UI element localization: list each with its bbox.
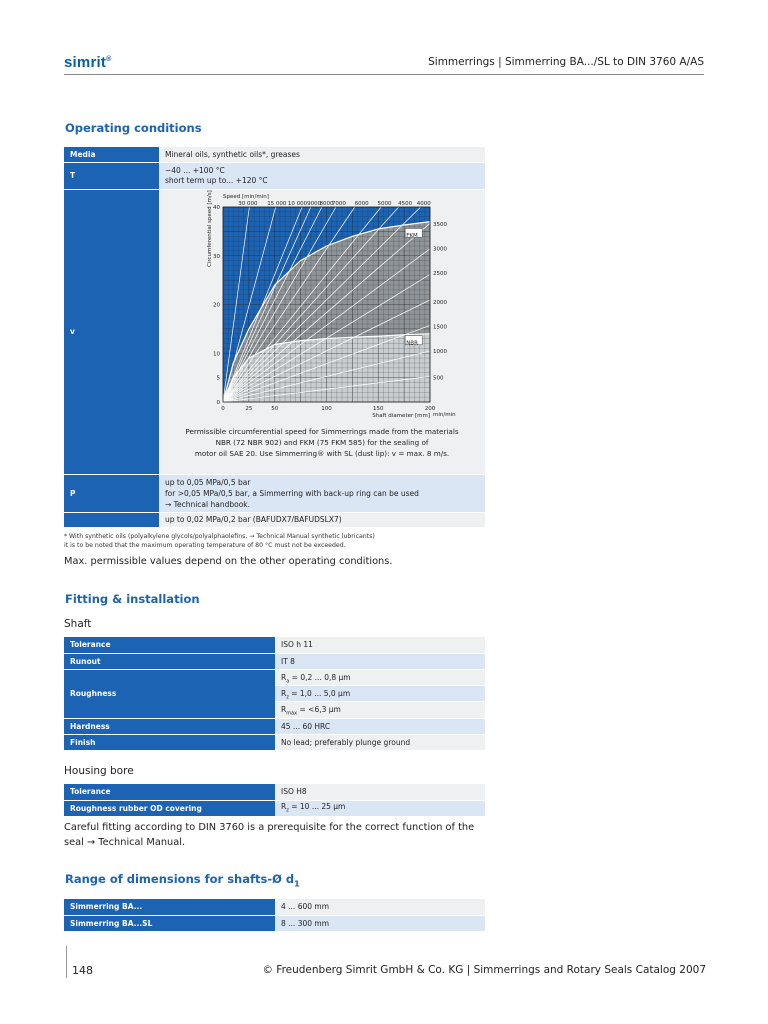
right-tick-label: 2000 [433, 299, 447, 306]
right-tick-label: 1500 [433, 323, 447, 330]
x-tick-label: 0 [221, 405, 225, 412]
row-key: P [64, 474, 159, 512]
value-line: for >0,05 MPa/0,5 bar, a Simmerring with back-up ring can be used [165, 488, 419, 498]
x-tick-label: 150 [373, 405, 384, 412]
range-table [64, 899, 485, 932]
row-key: Media [64, 147, 159, 162]
y-tick-label: 20 [213, 302, 220, 308]
right-tick-label: 1000 [433, 348, 447, 355]
row-value: 8 ... 300 mm [275, 915, 485, 931]
table-row [64, 718, 485, 734]
page-number: 148 [72, 964, 93, 977]
page-header-title: Simmerrings | Simmerring BA.../SL to DIN 3760 A/AS [428, 56, 704, 68]
nbr-label: NBR [406, 339, 418, 346]
table-row [64, 800, 485, 816]
table-row [64, 147, 485, 162]
top-tick-label: 4500 [398, 200, 413, 207]
roughness-line: $R_{max} = <6,3$ μm [275, 702, 485, 718]
top-axis-label: Speed [min/min] [223, 193, 269, 200]
y-tick-label: 0 [216, 399, 220, 406]
top-tick-label: 7000 [331, 200, 346, 207]
row-value: ISO H8 [275, 784, 485, 800]
fitting-heading: Fitting & installation [65, 592, 200, 606]
row-key: Hardness [64, 718, 275, 734]
row-value: up to 0,02 MPa/0,2 bar (BAFUDX7/BAFUDSLX7) [159, 512, 485, 527]
row-key: T [64, 162, 159, 189]
brand-logo: simrit® [64, 54, 112, 71]
top-tick-label: 30 000 [238, 200, 258, 207]
top-tick-label: 4000 [416, 200, 431, 207]
table-row [64, 915, 485, 931]
x-axis-label: Shaft diameter [mm] [372, 412, 430, 419]
table-row [64, 637, 485, 653]
note-line: seal → Technical Manual. [64, 837, 186, 848]
row-value: 4 ... 600 mm [275, 899, 485, 915]
row-key: Tolerance [64, 637, 275, 653]
table-row [64, 669, 485, 718]
y-tick-label: 30 [213, 253, 220, 260]
table-row [64, 189, 485, 474]
table-row [64, 653, 485, 669]
row-value [159, 162, 485, 189]
top-tick-label: 15 000 [267, 200, 287, 207]
table-row [64, 784, 485, 800]
table-row [64, 512, 485, 527]
right-tick-label: 3000 [433, 245, 447, 252]
fkm-label: FKM [406, 232, 418, 239]
shaft-table [64, 637, 485, 751]
roughness-line: $R_z = 1,0$ ... 5,0 μm [275, 686, 485, 702]
right-tick-label: 2500 [433, 270, 447, 277]
row-value: 45 ... 60 HRC [275, 718, 485, 734]
row-value [159, 474, 485, 512]
row-key: Tolerance [64, 784, 275, 800]
note-line: Careful fitting according to DIN 3760 is a prerequisite for the correct function of the [64, 822, 475, 833]
row-value: IT 8 [275, 653, 485, 669]
footnote [64, 532, 375, 550]
footer-copyright: © Freudenberg Simrit GmbH & Co. KG | Simmerrings and Rotary Seals Catalog 2007 [262, 964, 706, 976]
x-tick-label: 100 [321, 405, 332, 412]
header-divider [64, 74, 704, 75]
roughness-line: $R_a = 0,2$ ... 0,8 μm [275, 670, 485, 686]
right-axis-unit: min/min [433, 411, 456, 418]
top-tick-label: 6000 [354, 200, 369, 207]
y-tick-label: 10 [213, 350, 220, 357]
row-value: Mineral oils, synthetic oils*, greases [159, 147, 485, 162]
x-tick-label: 50 [271, 405, 279, 412]
footnote-line: * With synthetic oils (polyalkylene glycols/polyalphaolefins, → Technical Manual synthetic lubricants) [64, 533, 375, 540]
operating-note: Max. permissible values depend on the other operating conditions. [64, 556, 393, 567]
housing-bore-label: Housing bore [64, 765, 134, 777]
row-key: v [64, 189, 159, 474]
row-value: $R_z = 10$ ... 25 μm [275, 800, 485, 816]
table-row [64, 162, 485, 189]
y-tick-label: 5 [216, 375, 220, 382]
top-tick-label: 10 000 [287, 200, 308, 207]
range-heading: Range of dimensions for shafts-Ø $d_1$ [65, 872, 300, 889]
right-tick-label: 3500 [433, 221, 447, 228]
footer-divider [66, 946, 67, 978]
x-tick-label: 25 [245, 405, 253, 412]
top-tick-label: 5000 [377, 200, 392, 207]
value-line: short term up to... +120 °C [165, 175, 268, 185]
row-key: Runout [64, 653, 275, 669]
row-value: No lead; preferably plunge ground [275, 734, 485, 750]
chart-caption-line: motor oil SAE 20. Use Simmerring® with SL (dust lip): v = max. 8 m/s. [194, 448, 450, 458]
table-row [64, 474, 485, 512]
chart-caption-line: Permissible circumferential speed for Simmerrings made from the materials [185, 426, 459, 436]
chart-cell [159, 189, 485, 474]
row-value: ISO h 11 [275, 637, 485, 653]
top-tick-label: 9000 [307, 200, 322, 207]
operating-conditions-table [64, 147, 485, 528]
table-row [64, 899, 485, 915]
operating-conditions-heading: Operating conditions [65, 121, 202, 135]
x-tick-label: 200 [424, 405, 436, 412]
row-key: Simmerring BA...SL [64, 915, 275, 931]
value-line: → Technical handbook. [165, 499, 251, 509]
footnote-line: it is to be noted that the maximum operating temperature of 80 °C must not be exceeded. [64, 542, 346, 549]
chart-caption-line: NBR (72 NBR 902) and FKM (75 FKM 585) for the sealing of [215, 437, 429, 447]
shaft-label: Shaft [64, 618, 92, 630]
row-key: Roughness [64, 669, 275, 718]
value-line: −40 ... +100 °C [165, 165, 225, 175]
right-tick-label: 500 [433, 375, 444, 382]
row-key: Simmerring BA... [64, 899, 275, 915]
fitting-note [64, 820, 484, 850]
speed-chart [159, 190, 485, 474]
row-key: Roughness rubber OD covering [64, 800, 275, 816]
row-key: Finish [64, 734, 275, 750]
table-row [64, 734, 485, 750]
row-value [275, 669, 485, 718]
housing-bore-table [64, 784, 485, 817]
y-tick-label: 40 [213, 204, 220, 211]
top-tick-label: 8000 [319, 200, 334, 207]
value-line: up to 0,05 MPa/0,5 bar [165, 477, 251, 487]
row-key [64, 512, 159, 527]
y-axis-label: Circumferential speed [m/s] [207, 189, 213, 267]
